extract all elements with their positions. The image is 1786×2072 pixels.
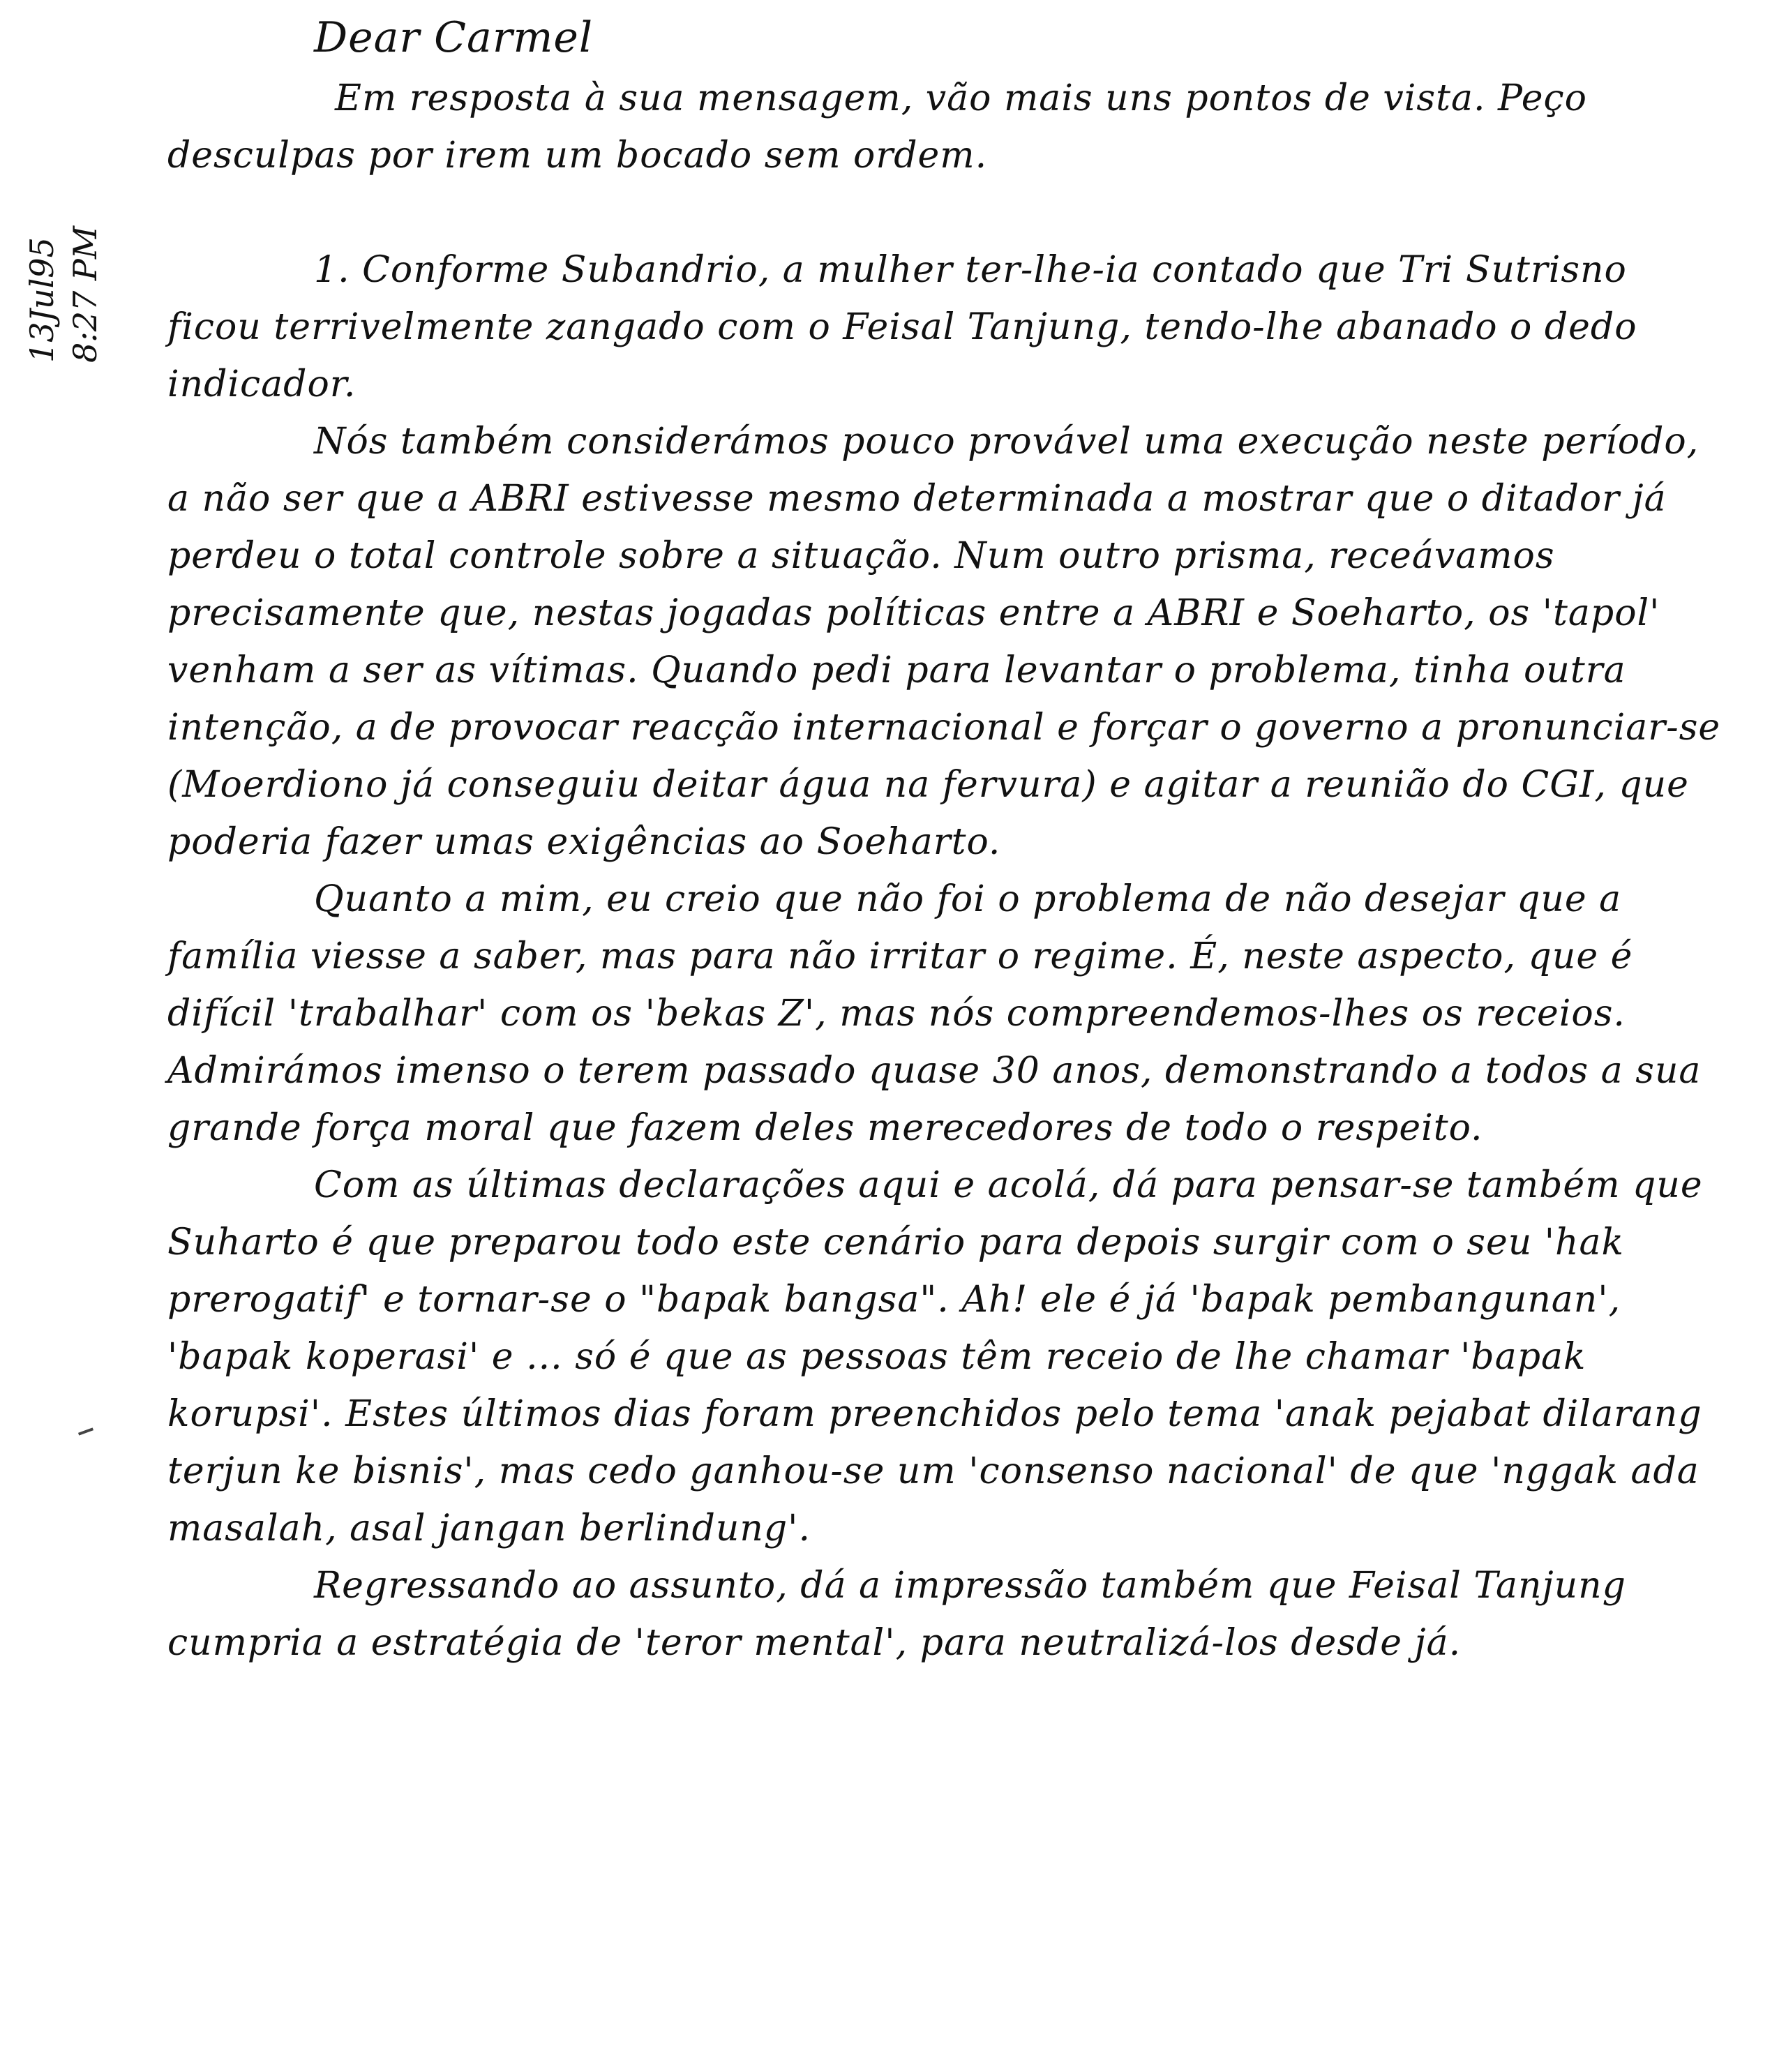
- margin-date: 13Jul95: [23, 237, 61, 363]
- margin-time: 8:27 PM: [66, 226, 104, 363]
- paragraph-conclusion: Regressando ao assunto, dá a impressão também que Feisal Tanjung cumpria a estratégia de 'teror mental', para neutralizá-los desde já.: [167, 1565, 1626, 1664]
- letter-greeting: Dear Carmel: [314, 13, 594, 62]
- letter-body: [167, 0, 1723, 1672]
- margin-date-note: [21, 181, 104, 363]
- stray-pen-mark: [78, 1427, 93, 1435]
- paragraph-execution: Nós também considerámos pouco provável uma execução neste período, a não ser que a ABRI estivesse mesmo determinada a mostrar que o ditador já perdeu o total controle sobre a situação. Num outro prisma, receávamos precisamente que, nestas jogadas políticas entre a ABRI e Soeharto, os 'tapol' venham a ser as vítimas. Quando pedi para levantar o problema, tinha outra intenção, a de provocar reacção internacional e forçar o governo a pronunciar-se (Moerdiono já conseguiu deitar água na fervura) e agitar a reunião do CGI, que poderia fazer umas exigências ao Soeharto.: [167, 421, 1721, 863]
- paragraph-regime: Quanto a mim, eu creio que não foi o problema de não desejar que a família viesse a saber, mas para não irritar o regime. É, neste aspecto, que é difícil 'trabalhar' com os 'bekas Z', mas nós compreendemos-lhes os receios. Admirámos imenso o terem passado quase 30 anos, demonstrando a todos a sua grande força moral que fazem deles merecedores de todo o respeito.: [167, 878, 1702, 1149]
- paragraph-point-1: 1. Conforme Subandrio, a mulher ter-lhe-ia contado que Tri Sutrisno ficou terrivelmente zangado com o Feisal Tanjung, tendo-lhe abanado o dedo indicador.: [167, 249, 1637, 405]
- paragraph-suharto: Com as últimas declarações aqui e acolá, dá para pensar-se também que Suharto é que preparou todo este cenário para depois surgir com o seu 'hak prerogatif' e tornar-se o "bapak bangsa". Ah! ele é já 'bapak pembangunan', 'bapak koperasi' e ... só é que as pessoas têm receio de lhe chamar 'bapak korupsi'. Estes últimos dias foram preenchidos pelo tema 'anak pejabat dilarang terjun ke bisnis', mas cedo ganhou-se um 'consenso nacional' de que 'nggak ada masalah, asal jangan berlindung'.: [167, 1164, 1703, 1549]
- paragraph-intro: Em resposta à sua mensagem, vão mais uns pontos de vista. Peço desculpas por irem um bocado sem ordem.: [167, 77, 1587, 177]
